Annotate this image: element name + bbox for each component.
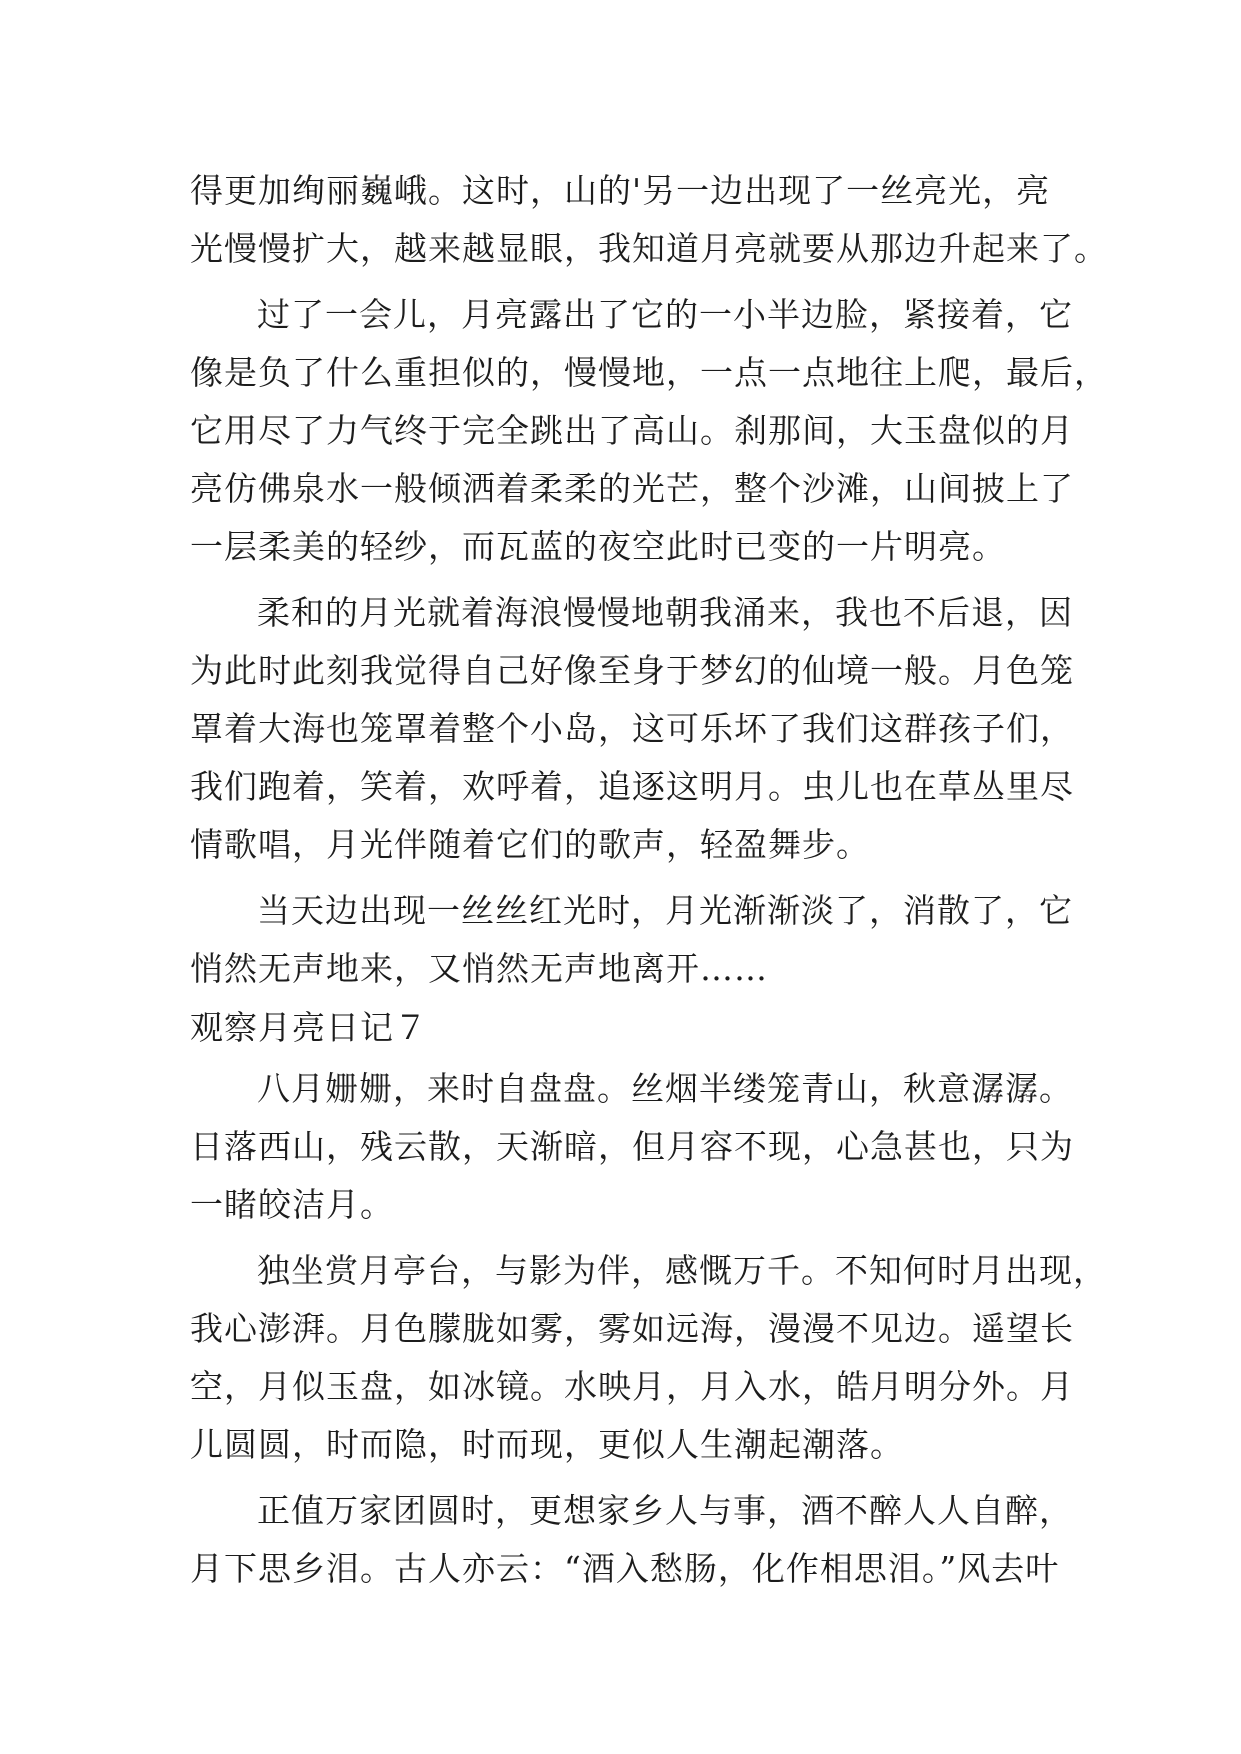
text-line: 柔和的月光就着海浪慢慢地朝我涌来，我也不后退，因 — [257, 593, 1073, 632]
section-heading-block — [190, 998, 1070, 1058]
text-line: 我们跑着，笑着，欢呼着，追逐这明月。虫儿也在草丛里尽 — [190, 767, 1074, 806]
paragraph — [190, 882, 1073, 998]
text-line: 得更加绚丽巍峨。这时，山的'另一边出现了一丝亮光，亮 — [190, 171, 1051, 210]
paragraph — [190, 1060, 1074, 1234]
text-line: 我心澎湃。月色朦胧如雾，雾如远海，漫漫不见边。遥望长 — [190, 1309, 1074, 1348]
text-line: 日落西山，残云散，天渐暗，但月容不现，心急甚也，只为 — [190, 1127, 1074, 1166]
text-line: 罩着大海也笼罩着整个小岛，这可乐坏了我们这群孩子们， — [190, 709, 1074, 748]
section-heading: 观察月亮日记７ — [190, 1008, 428, 1047]
paragraph — [190, 1242, 1107, 1474]
text-line: 过了一会儿，月亮露出了它的一小半边脸，紧接着，它 — [257, 295, 1073, 334]
text-line: 像是负了什么重担似的，慢慢地，一点一点地往上爬，最后， — [190, 353, 1108, 392]
paragraph — [190, 584, 1074, 874]
text-line: 八月姗姗，来时自盘盘。丝烟半缕笼青山，秋意潺潺。 — [257, 1069, 1073, 1108]
paragraph — [190, 162, 1108, 278]
text-line: 当天边出现一丝丝红光时，月光渐渐淡了，消散了，它 — [257, 891, 1073, 930]
text-line: 一层柔美的轻纱，而瓦蓝的夜空此时已变的一片明亮。 — [190, 527, 1006, 566]
text-line: 亮仿佛泉水一般倾洒着柔柔的光芒，整个沙滩，山间披上了 — [190, 469, 1074, 508]
paragraph — [190, 286, 1108, 576]
text-line: 一睹皎洁月。 — [190, 1185, 394, 1224]
text-line: 独坐赏月亭台，与影为伴，感慨万千。不知何时月出现， — [257, 1251, 1107, 1290]
text-line: 空，月似玉盘，如冰镜。水映月，月入水，皓月明分外。月 — [190, 1367, 1074, 1406]
text-line: 正值万家团圆时，更想家乡人与事，酒不醉人人自醉， — [257, 1491, 1073, 1530]
text-line: 为此时此刻我觉得自己好像至身于梦幻的仙境一般。月色笼 — [190, 651, 1074, 690]
text-line: 月下思乡泪。古人亦云：“酒入愁肠，化作相思泪。”风去叶 — [190, 1549, 1060, 1588]
document-body — [190, 162, 1108, 1606]
text-line: 儿圆圆，时而隐，时而现，更似人生潮起潮落。 — [190, 1425, 904, 1464]
paragraph — [190, 1482, 1073, 1598]
text-line: 它用尽了力气终于完全跳出了高山。刹那间，大玉盘似的月 — [190, 411, 1074, 450]
text-line: 悄然无声地来，又悄然无声地离开…… — [190, 949, 768, 988]
text-line: 光慢慢扩大，越来越显眼，我知道月亮就要从那边升起来了。 — [190, 229, 1108, 268]
text-line: 情歌唱，月光伴随着它们的歌声，轻盈舞步。 — [190, 825, 870, 864]
